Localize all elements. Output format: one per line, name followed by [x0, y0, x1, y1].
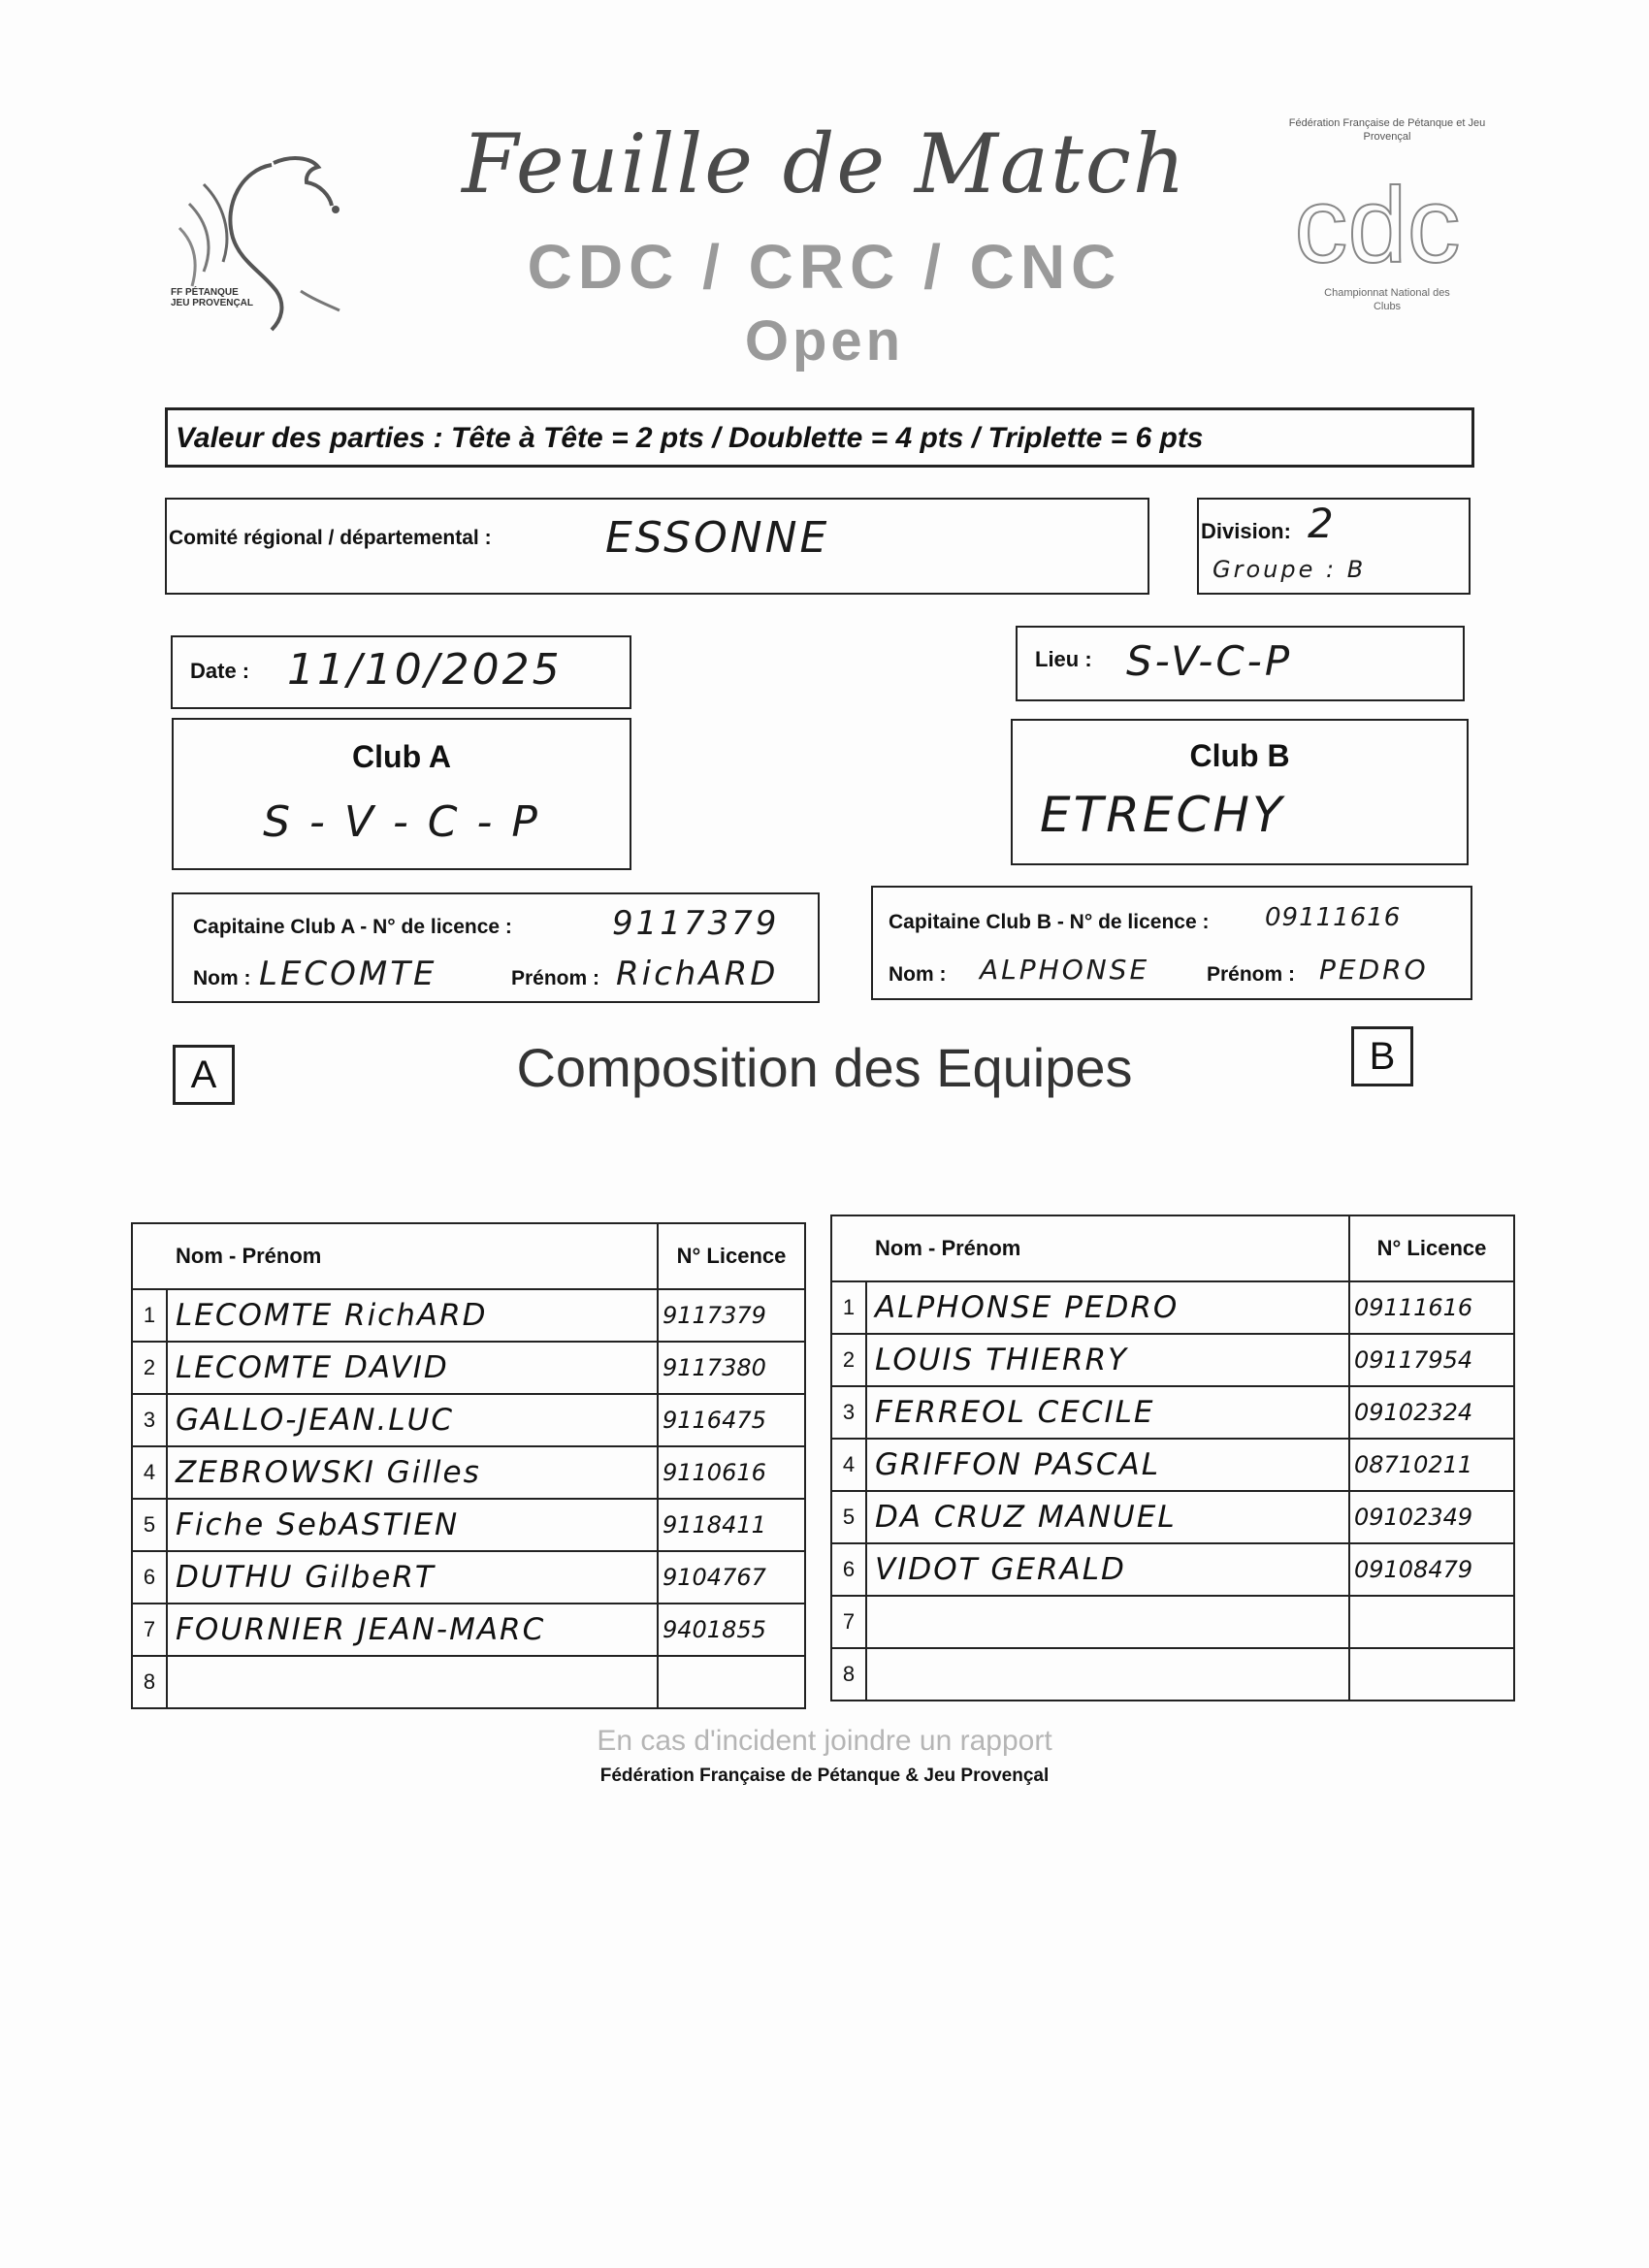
- date-label: Date :: [190, 659, 250, 683]
- team-b-player-licence: 09102324: [1349, 1386, 1514, 1439]
- team-b-player-licence: 09108479: [1349, 1543, 1514, 1596]
- team-b-player-name: [866, 1596, 1349, 1648]
- club-a-box: [172, 718, 631, 870]
- team-a-player-name: GALLO-JEAN.LUC: [167, 1394, 658, 1446]
- team-b-row-number: 7: [831, 1596, 866, 1648]
- team-a-player-licence: [658, 1656, 805, 1708]
- lieu-box: [1016, 626, 1465, 701]
- team-a-player-name: LECOMTE DAVID: [167, 1342, 658, 1394]
- values-banner: [165, 407, 1474, 468]
- captain-b-prenom: PEDRO: [1319, 954, 1429, 986]
- team-a-row-number: 5: [132, 1499, 167, 1551]
- team-b-row: [831, 1648, 1514, 1701]
- club-b-box: [1011, 719, 1469, 865]
- page-title: Feuille de Match: [462, 116, 1187, 211]
- team-b-badge: B: [1351, 1026, 1413, 1086]
- federation-footer: Fédération Française de Pétanque & Jeu Provençal: [599, 1766, 1050, 1786]
- team-a-player-name: Fiche SebASTIEN: [167, 1499, 658, 1551]
- club-b-label: Club B: [1189, 738, 1290, 773]
- team-a-player-name: DUTHU GilbeRT: [167, 1551, 658, 1604]
- team-b-col-licence: N° Licence: [1349, 1215, 1514, 1281]
- team-b-player-licence: 09111616: [1349, 1281, 1514, 1334]
- team-b-row-number: 6: [831, 1543, 866, 1596]
- team-a-row-number: 2: [132, 1342, 167, 1394]
- captain-b-prenom-label: Prénom :: [1207, 963, 1296, 986]
- comite-value: ESSONNE: [605, 513, 830, 563]
- team-a-player-licence: 9401855: [658, 1604, 805, 1656]
- composition-title: Composition des Equipes: [516, 1037, 1133, 1098]
- team-a-row: [132, 1394, 805, 1446]
- values-text: Valeur des parties : Tête à Tête = 2 pts / Doublette = 4 pts / Triplette = 6 pts: [176, 422, 1204, 454]
- team-b-row-number: 3: [831, 1386, 866, 1439]
- team-b-row: [831, 1386, 1514, 1439]
- captain-a-nom-label: Nom :: [193, 967, 251, 989]
- club-a-value: S - V - C - P: [263, 797, 540, 847]
- page-subtitle-open: Open: [744, 309, 905, 373]
- team-b-row-number: 5: [831, 1491, 866, 1543]
- team-b-row: [831, 1543, 1514, 1596]
- page-subtitle: CDC / CRC / CNC: [527, 232, 1122, 302]
- team-a-player-name: ZEBROWSKI Gilles: [167, 1446, 658, 1499]
- team-b-player-name: GRIFFON PASCAL: [866, 1439, 1349, 1491]
- team-b-player-licence: 09117954: [1349, 1334, 1514, 1386]
- logo-right-bottom-text: Championnat National des Clubs: [1324, 287, 1450, 312]
- team-b-row-number: 1: [831, 1281, 866, 1334]
- team-a-row-number: 6: [132, 1551, 167, 1604]
- captain-b-nom-label: Nom :: [889, 963, 947, 986]
- team-b-row: [831, 1334, 1514, 1386]
- team-b-player-licence: [1349, 1596, 1514, 1648]
- team-a-player-name: LECOMTE RichARD: [167, 1289, 658, 1342]
- team-b-player-name: ALPHONSE PEDRO: [866, 1281, 1349, 1334]
- team-a-player-licence: 9117379: [658, 1289, 805, 1342]
- lieu-label: Lieu :: [1035, 647, 1092, 671]
- team-b-row-number: 8: [831, 1648, 866, 1701]
- logo-right-top-text: Fédération Française de Pétanque et Jeu Provençal: [1288, 117, 1486, 143]
- team-b-player-licence: [1349, 1648, 1514, 1701]
- groupe-value: Groupe : B: [1212, 556, 1367, 583]
- team-b-row: [831, 1281, 1514, 1334]
- team-a-row: [132, 1604, 805, 1656]
- logo-left-text: FF PÉTANQUE JEU PROVENÇAL: [171, 287, 254, 308]
- team-a-col-name: Nom - Prénom: [132, 1223, 658, 1289]
- team-a-player-licence: 9117380: [658, 1342, 805, 1394]
- division-box: [1197, 498, 1471, 595]
- team-b-row-number: 4: [831, 1439, 866, 1491]
- team-b-row-number: 2: [831, 1334, 866, 1386]
- team-a-player-licence: 9110616: [658, 1446, 805, 1499]
- team-b-player-name: DA CRUZ MANUEL: [866, 1491, 1349, 1543]
- team-b-player-name: FERREOL CECILE: [866, 1386, 1349, 1439]
- team-a-badge: A: [173, 1045, 235, 1105]
- team-b-row: [831, 1596, 1514, 1648]
- club-a-label: Club A: [352, 739, 451, 774]
- team-a-table: [131, 1222, 806, 1709]
- team-a-player-name: FOURNIER JEAN-MARC: [167, 1604, 658, 1656]
- lieu-value: S-V-C-P: [1126, 637, 1293, 685]
- team-a-row-number: 8: [132, 1656, 167, 1708]
- team-b-table: [830, 1215, 1515, 1701]
- date-value: 11/10/2025: [287, 645, 563, 695]
- team-a-row: [132, 1289, 805, 1342]
- team-a-player-licence: 9116475: [658, 1394, 805, 1446]
- team-a-row-number: 3: [132, 1394, 167, 1446]
- team-a-row: [132, 1551, 805, 1604]
- team-a-row-number: 4: [132, 1446, 167, 1499]
- incident-note: En cas d'incident joindre un rapport: [597, 1725, 1052, 1757]
- team-a-row: [132, 1656, 805, 1708]
- team-a-header-row: [132, 1223, 805, 1289]
- team-b-row: [831, 1439, 1514, 1491]
- team-a-player-licence: 9104767: [658, 1551, 805, 1604]
- team-b-player-licence: 09102349: [1349, 1491, 1514, 1543]
- team-b-player-name: VIDOT GERALD: [866, 1543, 1349, 1596]
- division-label: Division:: [1201, 519, 1291, 543]
- team-a-row: [132, 1446, 805, 1499]
- captain-b-licence: 09111616: [1265, 903, 1402, 932]
- division-value: 2: [1308, 500, 1337, 547]
- captain-b-nom: ALPHONSE: [980, 954, 1150, 986]
- team-b-player-name: [866, 1648, 1349, 1701]
- captain-b-label: Capitaine Club B - N° de licence :: [889, 911, 1210, 933]
- club-b-value: ETRECHY: [1040, 787, 1285, 843]
- comite-box: [165, 498, 1149, 595]
- captain-a-box: [172, 892, 820, 1003]
- comite-label: Comité régional / départemental :: [169, 527, 492, 549]
- team-a-row: [132, 1342, 805, 1394]
- team-b-player-licence: 08710211: [1349, 1439, 1514, 1491]
- team-b-header-row: [831, 1215, 1514, 1281]
- team-a-col-licence: N° Licence: [658, 1223, 805, 1289]
- captain-a-prenom-label: Prénom :: [511, 967, 600, 989]
- team-a-player-name: [167, 1656, 658, 1708]
- captain-a-prenom: RichARD: [616, 955, 779, 993]
- team-a-player-licence: 9118411: [658, 1499, 805, 1551]
- captain-a-nom: LECOMTE: [259, 955, 437, 993]
- captain-a-licence: 9117379: [612, 904, 780, 943]
- team-a-row: [132, 1499, 805, 1551]
- date-box: [171, 635, 631, 709]
- captain-b-box: [871, 886, 1472, 1000]
- captain-a-label: Capitaine Club A - N° de licence :: [193, 916, 512, 938]
- team-b-col-name: Nom - Prénom: [831, 1215, 1349, 1281]
- team-a-row-number: 1: [132, 1289, 167, 1342]
- team-b-player-name: LOUIS THIERRY: [866, 1334, 1349, 1386]
- team-a-row-number: 7: [132, 1604, 167, 1656]
- team-b-row: [831, 1491, 1514, 1543]
- svg-text:cdc: cdc: [1294, 166, 1461, 285]
